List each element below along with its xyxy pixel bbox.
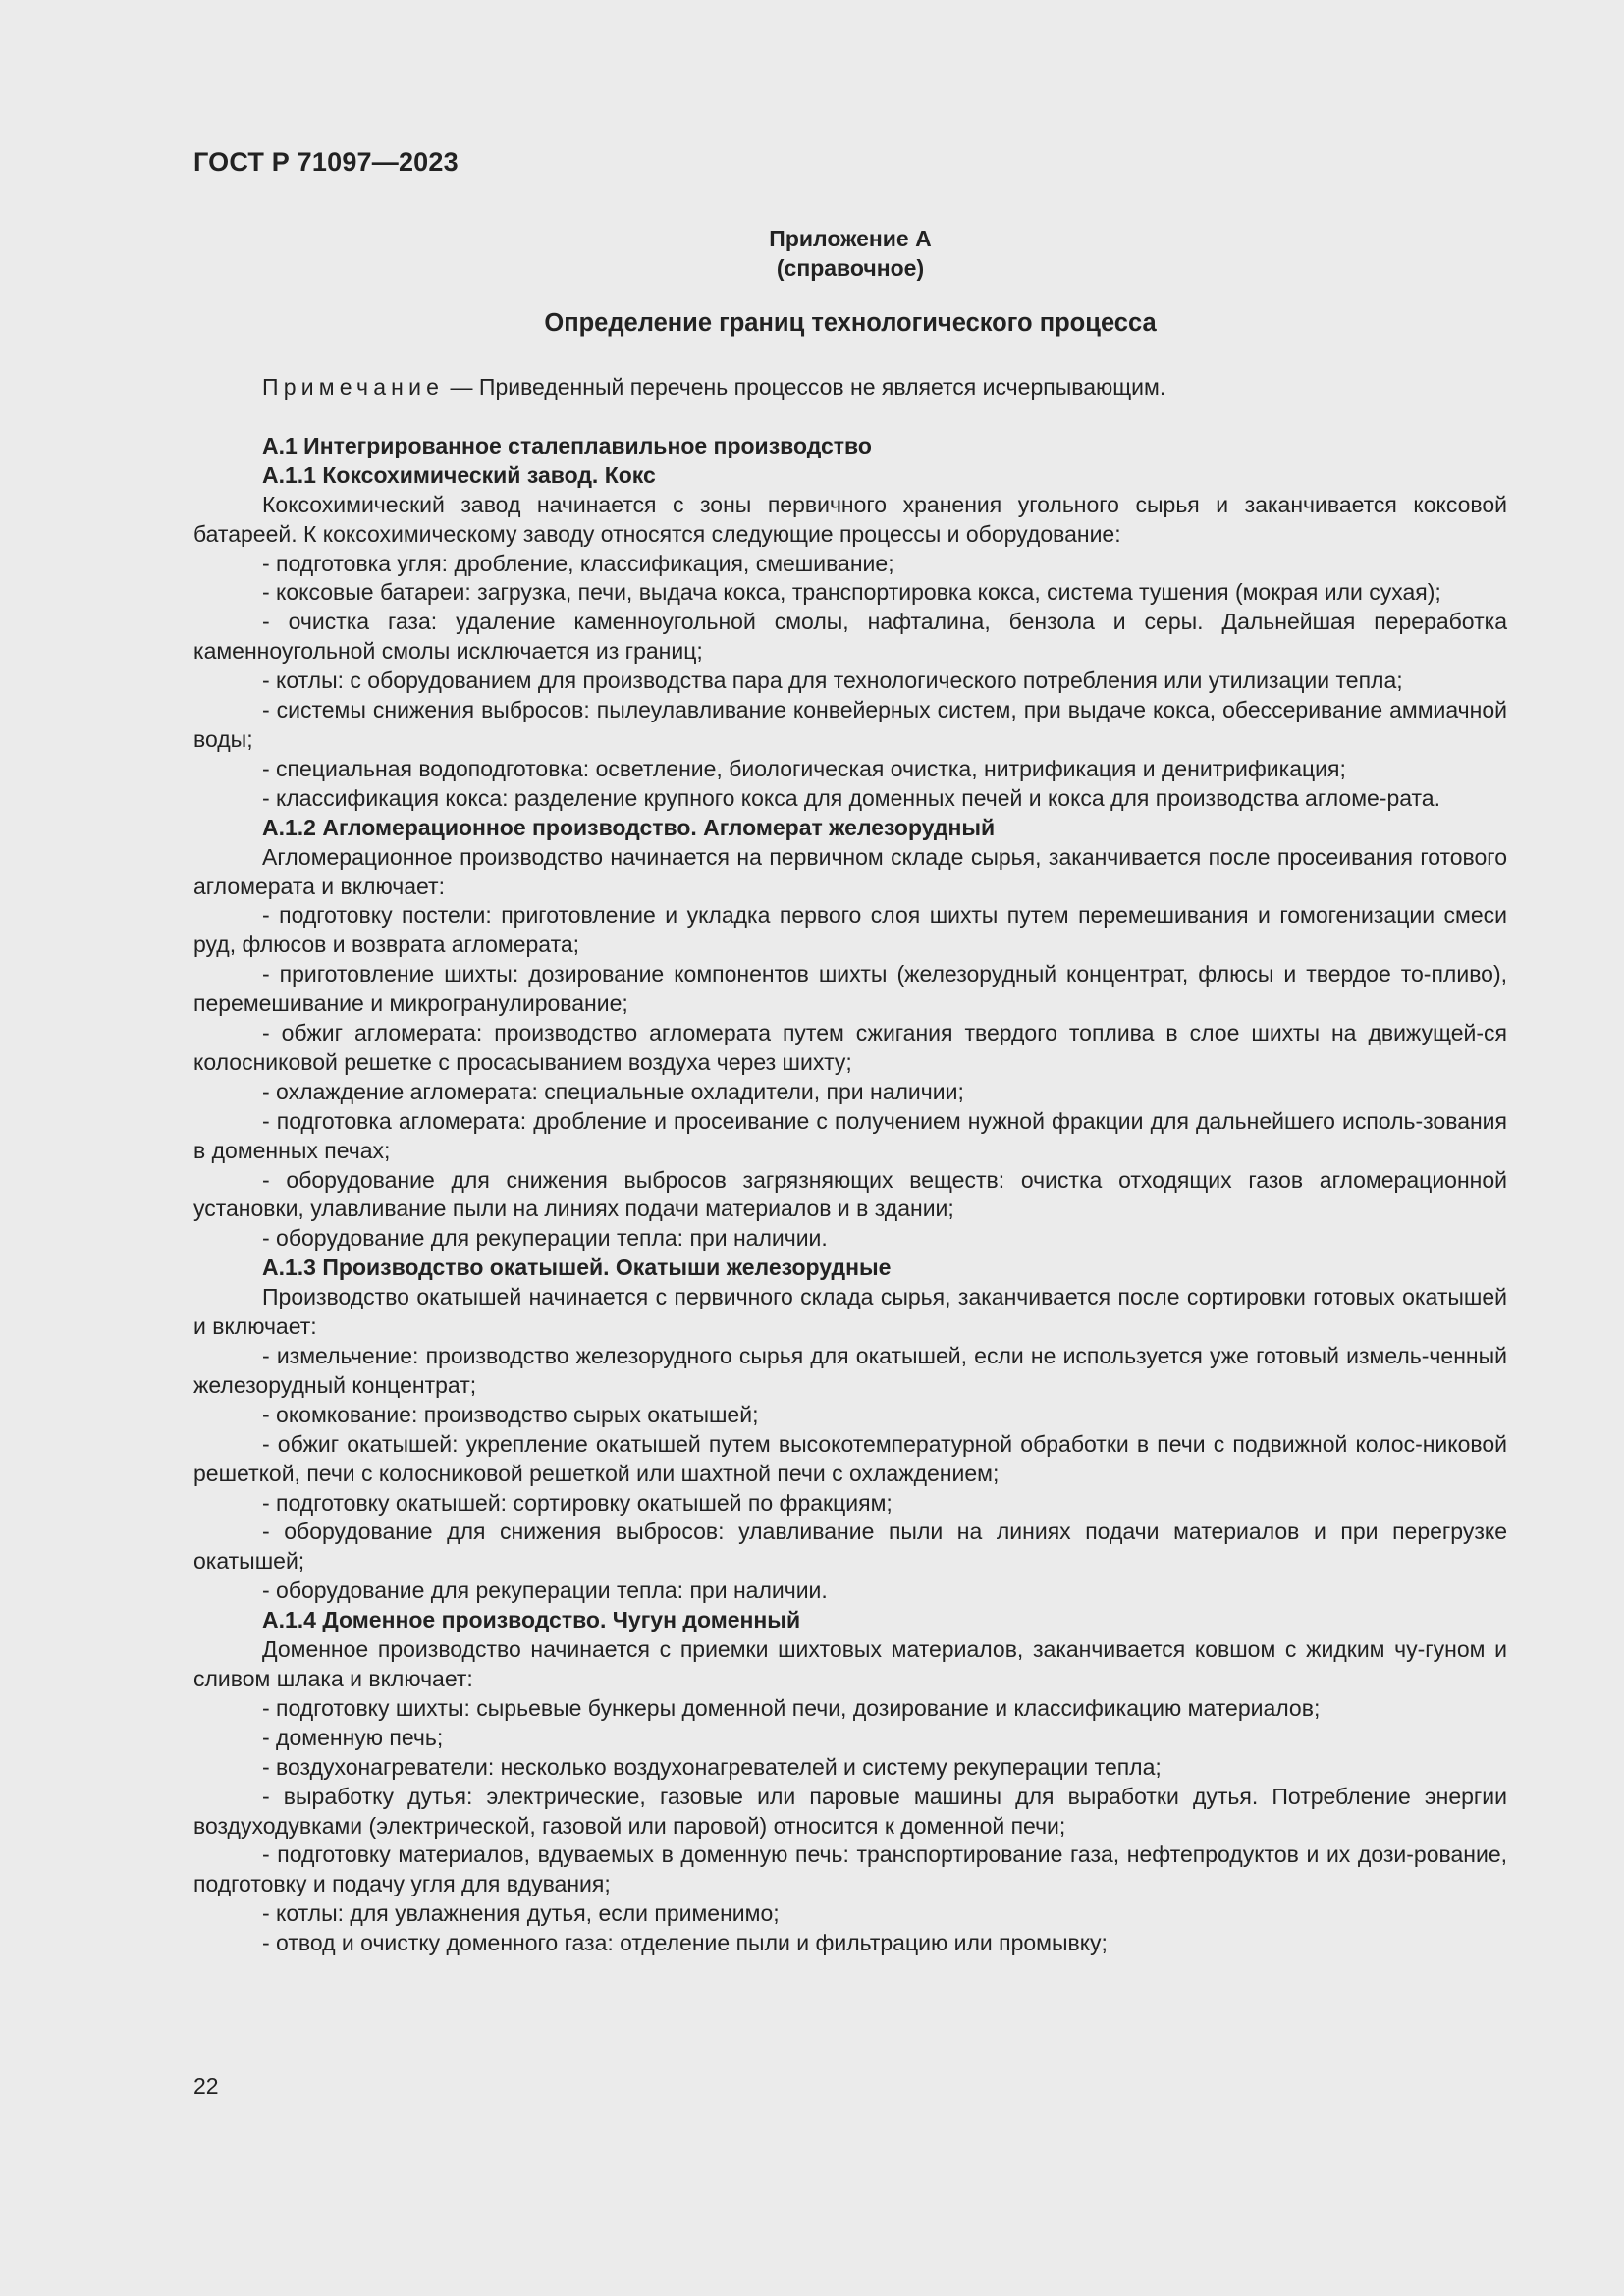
section-a12-body [193, 843, 1507, 1255]
section-paragraph: Агломерационное производство начинается на первичном складе сырья, заканчивается после просеивания готового агломерата и включает: [193, 843, 1507, 899]
list-item: - коксовые батареи: загрузка, печи, выдача кокса, транспортировка кокса, система тушения (мокрая или сухая); [262, 579, 1441, 606]
appendix-heading: Определение границ технологического процесса [544, 309, 1157, 337]
note-label: Примечание [262, 374, 445, 400]
list-item: - очистка газа: удаление каменноугольной смолы, нафталина, бензола и серы. Дальнейшая переработка каменноугольной смолы исключается из границ; [193, 609, 1507, 665]
appendix-subtitle: (справочное) [776, 255, 925, 281]
section-a14-title: А.1.4 Доменное производство. Чугун доменный [262, 1607, 801, 1633]
note [193, 373, 1507, 402]
page-number: 22 [193, 2073, 219, 2099]
list-item: - системы снижения выбросов: пылеулавливание конвейерных систем, при выдаче кокса, обессеривание аммиачной воды; [193, 697, 1507, 752]
list-item: - котлы: с оборудованием для производства пара для технологического потребления или утилизации тепла; [262, 667, 1403, 694]
section-a13-body [193, 1283, 1507, 1606]
list-item: - измельчение: производство железорудного сырья для окатышей, если не используется уже готовый измель-ченный железорудный концентрат; [193, 1343, 1507, 1398]
list-item: - отвод и очистку доменного газа: отделение пыли и фильтрацию или промывку; [262, 1930, 1108, 1956]
list-item: - котлы: для увлажнения дутья, если применимо; [262, 1900, 780, 1927]
list-item: - обжиг агломерата: производство агломерата путем сжигания твердого топлива в слое шихты на движущей-ся колосниковой решетке с просасыванием воздуха через шихту; [193, 1020, 1507, 1075]
appendix-title: Приложение А [769, 226, 932, 251]
list-item: - оборудование для рекуперации тепла: при наличии. [262, 1577, 828, 1604]
document-code: ГОСТ Р 71097—2023 [193, 147, 459, 177]
section-a1-title: А.1 Интегрированное сталеплавильное производство [262, 432, 872, 458]
list-item: - подготовку постели: приготовление и укладка первого слоя шихты путем перемешивания и гомогенизации смеси руд, флюсов и возврата агломерата; [193, 902, 1507, 958]
list-item: - приготовление шихты: дозирование компонентов шихты (железорудный концентрат, флюсы и твердое то-пливо), перемешивание и микрогранулирование; [193, 961, 1507, 1017]
section-a13-title: А.1.3 Производство окатышей. Окатыши железорудные [262, 1255, 892, 1281]
section-a12-title: А.1.2 Агломерационное производство. Агломерат железорудный [262, 814, 996, 840]
list-item: - оборудование для рекуперации тепла: при наличии. [262, 1225, 828, 1252]
list-item: - подготовку материалов, вдуваемых в доменную печь: транспортирование газа, нефтепродуктов и их дози-рование, подготовку и подачу угля для вдувания; [193, 1842, 1507, 1897]
list-item: - классификация кокса: разделение крупного кокса для доменных печей и кокса для производства агломе-рата. [262, 784, 1440, 811]
list-item: - воздухонагреватели: несколько воздухонагревателей и систему рекуперации тепла; [262, 1753, 1162, 1780]
list-item: - оборудование для снижения выбросов: улавливание пыли на линиях подачи материалов и при перегрузке окатышей; [193, 1519, 1507, 1575]
list-item: - охлаждение агломерата: специальные охладители, при наличии; [262, 1078, 964, 1104]
list-item: - специальная водоподготовка: осветление, биологическая очистка, нитрификация и денитрификация; [262, 755, 1346, 781]
section-a11-body [193, 491, 1507, 814]
section-a11-title: А.1.1 Коксохимический завод. Кокс [262, 461, 656, 488]
section-a14-body [193, 1635, 1507, 1958]
list-item: - выработку дутья: электрические, газовые или паровые машины для выработки дутья. Потребление энергии воздуходувками (электрической, газовой или паровой) относится к доменной печи; [193, 1783, 1507, 1839]
list-item: - подготовка угля: дробление, классификация, смешивание; [262, 550, 894, 576]
list-item: - обжиг окатышей: укрепление окатышей путем высокотемпературной обработки в печи с подвижной колос-никовой решеткой, печи с колосниковой решеткой или шахтной печи с охлаждением; [193, 1430, 1507, 1486]
list-item: - доменную печь; [262, 1724, 444, 1750]
section-paragraph: Производство окатышей начинается с первичного склада сырья, заканчивается после сортировки готовых окатышей и включает: [193, 1284, 1507, 1340]
list-item: - подготовку окатышей: сортировку окатышей по фракциям; [262, 1489, 893, 1516]
section-paragraph: Доменное производство начинается с приемки шихтовых материалов, заканчивается ковшом с жидким чу-гуном и сливом шлака и включает: [193, 1636, 1507, 1691]
list-item: - оборудование для снижения выбросов загрязняющих веществ: очистка отходящих газов агломерационной установки, улавливание пыли на линиях подачи материалов и в здании; [193, 1166, 1507, 1222]
list-item: - подготовку шихты: сырьевые бункеры доменной печи, дозирование и классификацию материалов; [262, 1694, 1321, 1721]
section-paragraph: Коксохимический завод начинается с зоны первичного хранения угольного сырья и заканчивается коксовой батареей. К коксохимическому заводу относятся следующие процессы и оборудование: [193, 491, 1507, 547]
page-content [193, 224, 1507, 1958]
list-item: - подготовка агломерата: дробление и просеивание с получением нужной фракции для дальнейшего исполь-зования в доменных печах; [193, 1107, 1507, 1163]
note-text: — Приведенный перечень процессов не является исчерпывающим. [444, 374, 1166, 400]
list-item: - окомкование: производство сырых окатышей; [262, 1401, 759, 1427]
